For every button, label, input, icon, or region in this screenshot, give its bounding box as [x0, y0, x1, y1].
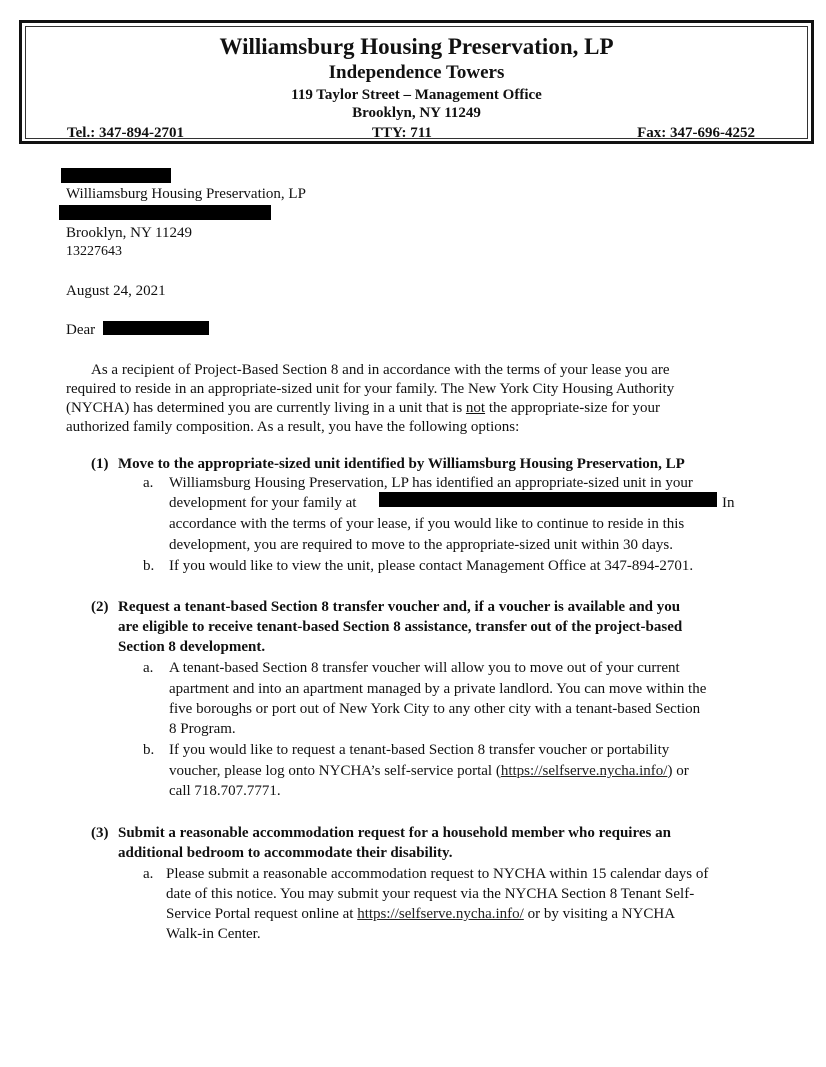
option-2a-line-4: 8 Program. — [169, 721, 236, 737]
fax-number: Fax: 347-696-4252 — [637, 125, 755, 141]
recipient-company: Williamsburg Housing Preservation, LP — [66, 186, 306, 202]
option-2b-marker: b. — [143, 742, 155, 758]
letter-date: August 24, 2021 — [66, 283, 166, 299]
redacted-salutation-name — [103, 321, 209, 335]
intro-line-2: required to reside in an appropriate-sized unit for your family. The New York City Housing Authority — [66, 381, 675, 397]
redacted-recipient-street — [59, 205, 271, 220]
option-3-heading-line-2: additional bedroom to accommodate their disability. — [118, 845, 453, 861]
intro-line-4: authorized family composition. As a result, you have the following options: — [66, 419, 520, 435]
office-address: 119 Taylor Street – Management Office — [291, 87, 542, 103]
option-2-heading-line-3: Section 8 development. — [118, 639, 266, 655]
option-3a-line-4: Walk-in Center. — [166, 926, 261, 942]
selfserve-portal-link[interactable]: https://selfserve.nycha.info/ — [500, 763, 668, 779]
company-name: Williamsburg Housing Preservation, LP — [219, 34, 614, 59]
option-1a-line-3: accordance with the terms of your lease, if you would like to continue to reside in this — [169, 516, 685, 532]
intro-line-3: (NYCHA) has determined you are currently living in a unit that is not the appropriate-size for your — [66, 400, 661, 416]
option-2-heading-line-1: Request a tenant-based Section 8 transfer voucher and, if a voucher is available and you — [118, 599, 681, 615]
option-1a-line-4: development, you are required to move to the appropriate-sized unit within 30 days. — [169, 537, 674, 553]
option-3a-line-1: Please submit a reasonable accommodation request to NYCHA within 15 calendar days of — [166, 866, 709, 882]
recipient-city: Brooklyn, NY 11249 — [66, 225, 192, 241]
option-2b-line-1: If you would like to request a tenant-based Section 8 transfer voucher or portability — [169, 742, 670, 758]
salutation: Dear — [66, 322, 96, 338]
option-1-heading: Move to the appropriate-sized unit identified by Williamsburg Housing Preservation, LP — [118, 456, 685, 472]
intro-line-1: As a recipient of Project-Based Section 8 and in accordance with the terms of your lease you are — [91, 362, 670, 378]
option-3a-line-2: date of this notice. You may submit your request via the NYCHA Section 8 Tenant Self- — [166, 886, 695, 902]
option-3a-marker: a. — [143, 866, 154, 882]
account-number: 13227643 — [66, 244, 122, 259]
office-city: Brooklyn, NY 11249 — [352, 105, 481, 121]
option-3-heading-line-1: Submit a reasonable accommodation request for a household member who requires an — [118, 825, 671, 841]
option-2-number: (2) — [91, 599, 109, 615]
redacted-unit-address — [379, 492, 717, 507]
letterhead — [19, 20, 814, 144]
selfserve-portal-link-2[interactable]: https://selfserve.nycha.info/ — [357, 906, 524, 922]
option-3a-line-3: Service Portal request online at https://selfserve.nycha.info/ or by visiting a NYCHA — [166, 906, 676, 922]
tty-number: TTY: 711 — [372, 125, 432, 141]
option-1a-line-2a: development for your family at — [169, 495, 357, 511]
letterhead-border — [25, 26, 808, 139]
option-2a-marker: a. — [143, 660, 154, 676]
option-2b-line-3: call 718.707.7771. — [169, 783, 281, 799]
telephone: Tel.: 347-894-2701 — [67, 125, 184, 141]
option-1b-marker: b. — [143, 558, 155, 574]
option-2-heading-line-2: are eligible to receive tenant-based Section 8 assistance, transfer out of the project-based — [118, 619, 683, 635]
option-2a-line-2: apartment and into an apartment managed by a private landlord. You can move within the — [169, 681, 707, 697]
option-2a-line-1: A tenant-based Section 8 transfer voucher will allow you to move out of your current — [169, 660, 680, 676]
option-1a-line-1: Williamsburg Housing Preservation, LP has identified an appropriate-sized unit in your — [169, 475, 693, 491]
building-name: Independence Towers — [328, 62, 505, 83]
option-1-number: (1) — [91, 456, 109, 472]
option-2b-line-2: voucher, please log onto NYCHA’s self-service portal (https://selfserve.nycha.info/) or — [169, 763, 689, 779]
option-1a-line-2b: In — [722, 495, 735, 511]
option-1a-marker: a. — [143, 475, 154, 491]
option-3-number: (3) — [91, 825, 109, 841]
option-1b-line-1: If you would like to view the unit, please contact Management Office at 347-894-2701. — [169, 558, 694, 574]
option-2a-line-3: five boroughs or port out of New York City to any other city with a tenant-based Section — [169, 701, 701, 717]
redacted-recipient-name — [61, 168, 171, 183]
emphasis-not: not — [465, 400, 486, 416]
